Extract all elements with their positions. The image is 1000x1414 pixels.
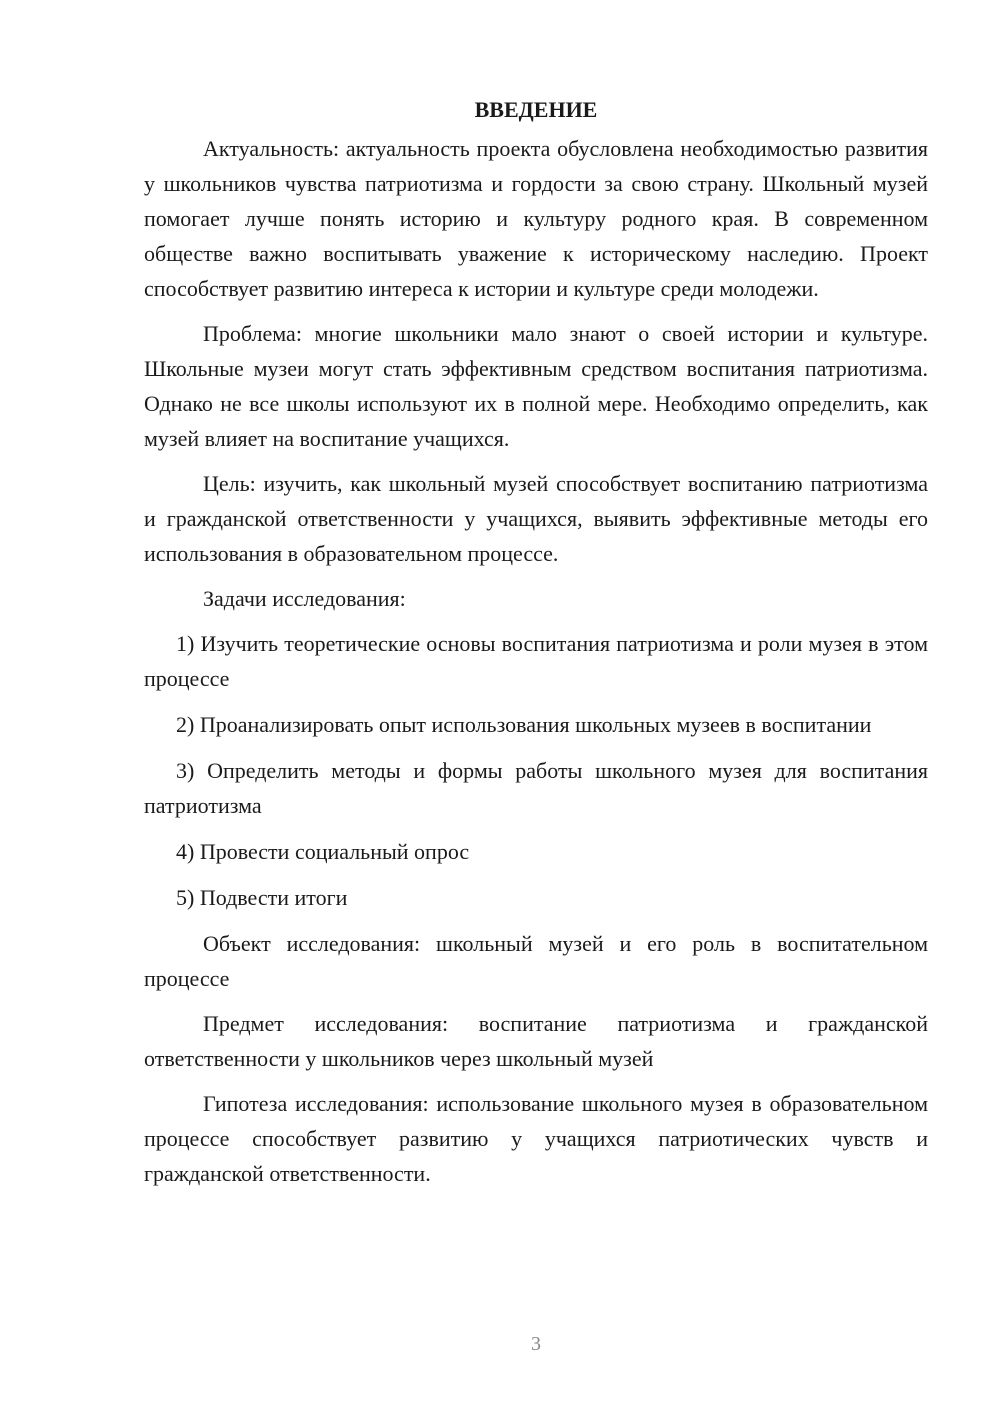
document-page <box>144 92 928 1201</box>
tasks-heading: Задачи исследования: <box>203 586 406 611</box>
task-item-3: 3) Определить методы и формы работы школьного музея для воспитания патриотизма <box>144 758 928 818</box>
page-number: 3 <box>531 1333 541 1355</box>
goal-paragraph: Цель: изучить, как школьный музей способствует воспитанию патриотизма и гражданской ответственности у учащихся, выявить эффективные методы его использования в образовательном процессе. <box>144 471 928 566</box>
task-item-4: 4) Провести социальный опрос <box>176 839 470 864</box>
problem-paragraph: Проблема: многие школьники мало знают о своей истории и культуре. Школьные музеи могут стать эффективным средством воспитания патриотизма. Однако не все школы используют их в полной мере. Необходимо определить, как музей влияет на воспитание учащихся. <box>144 321 928 451</box>
task-item-1: 1) Изучить теоретические основы воспитания патриотизма и роли музея в этом процессе <box>144 631 928 691</box>
task-item-2: 2) Проанализировать опыт использования школьных музеев в воспитании <box>176 712 872 737</box>
subject-paragraph: Предмет исследования: воспитание патриотизма и гражданской ответственности у школьников через школьный музей <box>144 1011 928 1071</box>
section-title: ВВЕДЕНИЕ <box>474 97 598 122</box>
relevance-paragraph: Актуальность: актуальность проекта обусловлена необходимостью развития у школьников чувства патриотизма и гордости за свою страну. Школьный музей помогает лучше понять историю и культуру родного края. В современном обществе важно воспитывать уважение к историческому наследию. Проект способствует развитию интереса к истории и культуре среди молодежи. <box>144 136 928 301</box>
task-item-5: 5) Подвести итоги <box>176 885 348 910</box>
object-paragraph: Объект исследования: школьный музей и его роль в воспитательном процессе <box>144 931 928 991</box>
hypothesis-paragraph: Гипотеза исследования: использование школьного музея в образовательном процессе способствует развитию у учащихся патриотических чувств и гражданской ответственности. <box>144 1091 928 1186</box>
